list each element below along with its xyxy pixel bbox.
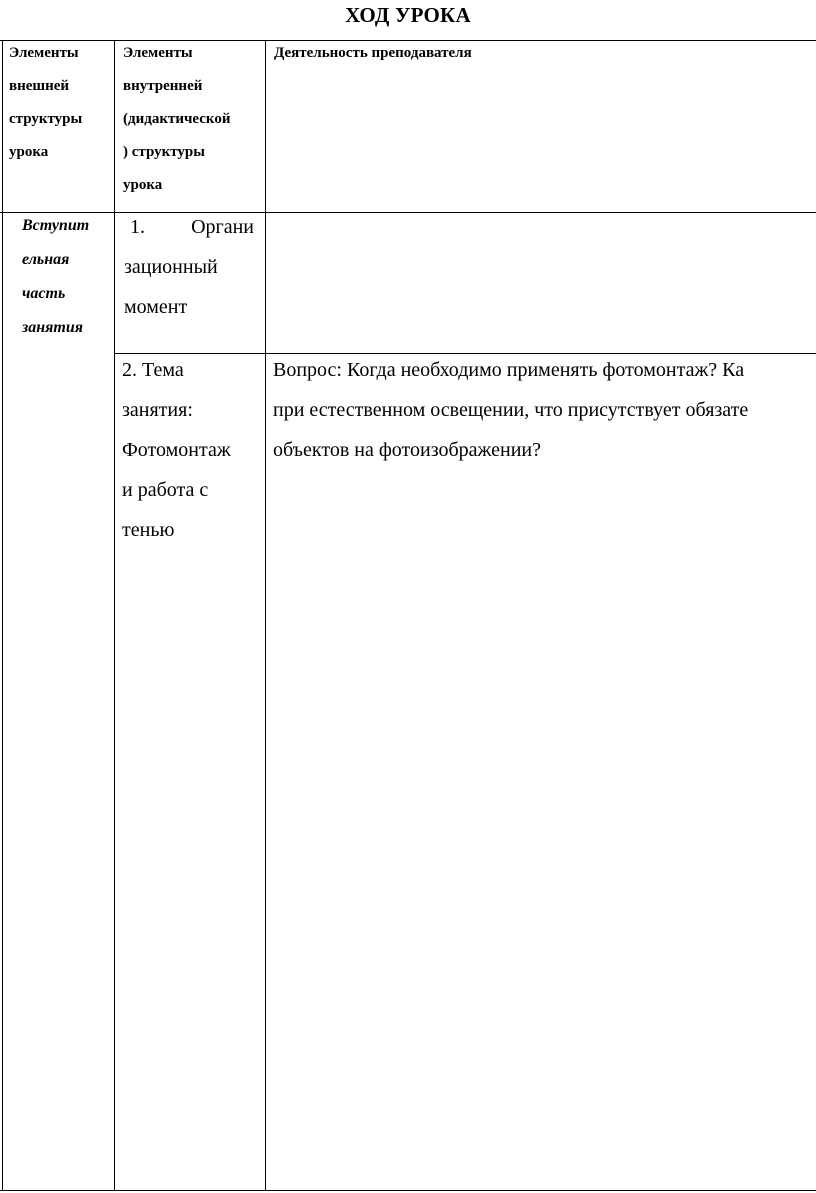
col1-col2-divider bbox=[114, 40, 115, 1191]
cell-line: ельная bbox=[22, 251, 70, 268]
header-line: внутренней bbox=[123, 78, 203, 94]
cell-line: объектов на фотоизображении? bbox=[273, 439, 541, 461]
header-line: урока bbox=[9, 144, 49, 160]
header-internal-structure bbox=[123, 37, 265, 202]
header-external-structure bbox=[9, 37, 113, 169]
page-title: ХОД УРОКА bbox=[345, 3, 471, 27]
cell-text-fragment: Органи bbox=[191, 216, 254, 238]
header-line: (дидактической bbox=[123, 111, 231, 127]
header-line: внешней bbox=[9, 78, 70, 94]
row2-teacher-activity bbox=[273, 350, 816, 480]
table-bottom-border bbox=[0, 1190, 816, 1191]
header-line: ) структуры bbox=[123, 144, 205, 160]
header-line: урока bbox=[123, 177, 163, 193]
cell-line: тенью bbox=[122, 519, 175, 541]
cell-line: занятия bbox=[22, 319, 83, 336]
cell-line: часть bbox=[22, 285, 66, 302]
cell-line: 2. Тема bbox=[122, 359, 184, 381]
header-line: Элементы bbox=[123, 45, 193, 61]
list-number: 1. bbox=[130, 216, 145, 238]
header-line: Деятельность преподавателя bbox=[274, 45, 472, 61]
row2-internal-element bbox=[122, 350, 264, 550]
cell-line: и работа с bbox=[122, 479, 209, 501]
row1-external-element bbox=[22, 209, 114, 345]
table-left-border bbox=[2, 40, 3, 1191]
col2-col3-divider bbox=[265, 40, 266, 1191]
header-bottom-border bbox=[0, 212, 816, 213]
header-line: структуры bbox=[9, 111, 83, 127]
cell-line bbox=[124, 207, 254, 247]
cell-line: Фотомонтаж bbox=[122, 439, 231, 461]
cell-line: Вступит bbox=[22, 217, 90, 234]
cell-line: зационный bbox=[124, 256, 218, 278]
cell-line: занятия: bbox=[122, 399, 193, 421]
cell-line: Вопрос: Когда необходимо применять фотомонтаж? Ка bbox=[273, 359, 745, 381]
header-line: Элементы bbox=[9, 45, 79, 61]
cell-line: при естественном освещении, что присутствует обязате bbox=[273, 399, 749, 421]
cell-line: момент bbox=[124, 296, 188, 318]
row1-internal-element bbox=[124, 207, 254, 327]
header-teacher-activity bbox=[274, 37, 814, 70]
